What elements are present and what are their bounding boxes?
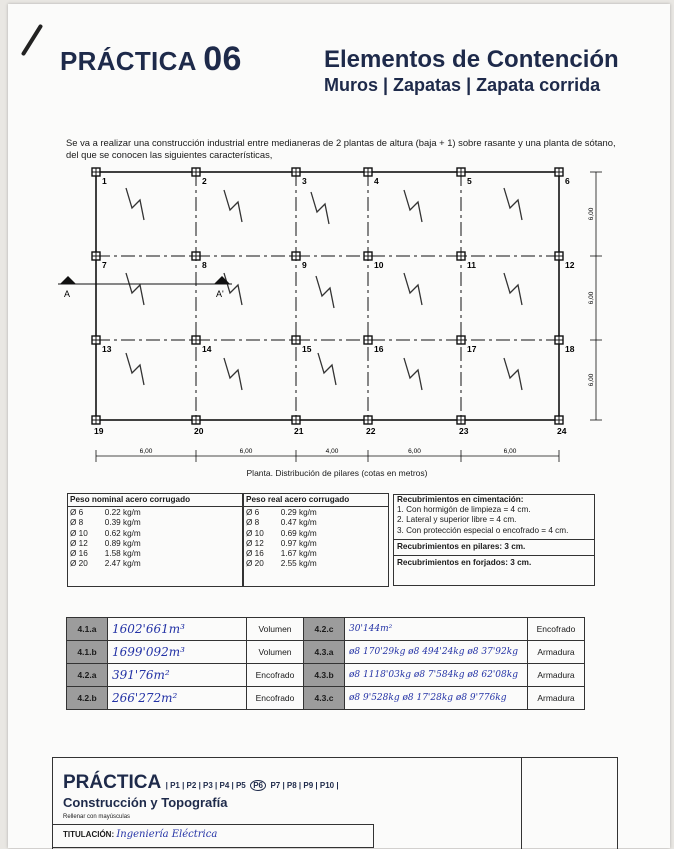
dimension-label: 6,00 bbox=[588, 207, 595, 221]
covering-item: 3. Con protección especial o encofrado = 4 cm. bbox=[397, 525, 569, 535]
pillar-label: 23 bbox=[459, 426, 469, 436]
dimension-label: 4,00 bbox=[325, 448, 339, 455]
pillar-label: 16 bbox=[374, 344, 384, 354]
slab-direction-mark bbox=[126, 353, 144, 385]
answer-value[interactable]: ø8 9'528kg ø8 17'28kg ø8 9'776kg bbox=[345, 687, 528, 710]
answer-value[interactable]: 266'272m² bbox=[108, 687, 247, 710]
weight: 0.29 kg/m bbox=[280, 508, 317, 518]
pillar-label: 21 bbox=[294, 426, 304, 436]
weight-row bbox=[70, 559, 144, 569]
answer-row bbox=[67, 687, 585, 710]
answer-code: 4.2.a bbox=[67, 664, 108, 687]
real-weight-table bbox=[243, 493, 389, 587]
pillar-label: 13 bbox=[102, 344, 112, 354]
pillar-label: 10 bbox=[374, 260, 384, 270]
course-name: Construcción y Topografía bbox=[63, 795, 228, 810]
footer-block bbox=[52, 757, 618, 849]
diameter: Ø 16 bbox=[246, 549, 264, 559]
pillar-label: 24 bbox=[557, 426, 567, 436]
dimension-label: 6,00 bbox=[139, 448, 153, 455]
section-label: A' bbox=[216, 289, 224, 299]
degree-field[interactable] bbox=[53, 824, 374, 848]
diameter: Ø 12 bbox=[70, 538, 88, 548]
coverings-box bbox=[393, 494, 595, 586]
diameter: Ø 16 bbox=[70, 549, 88, 559]
topic-subtitle: Muros | Zapatas | Zapata corrida bbox=[324, 75, 601, 95]
pillar-label: 4 bbox=[374, 176, 379, 186]
degree-value: Ingeniería Eléctrica bbox=[116, 829, 218, 840]
pillar-label: 3 bbox=[302, 176, 307, 186]
weight: 0.69 kg/m bbox=[280, 528, 317, 538]
slab-direction-mark bbox=[311, 192, 329, 224]
real-weight-title: Peso real acero corrugado bbox=[244, 494, 388, 507]
practice-number: 06 bbox=[203, 40, 242, 78]
section-arrow bbox=[214, 276, 230, 284]
answer-value[interactable]: 391'76m² bbox=[108, 664, 247, 687]
answer-code: 4.3.c bbox=[304, 687, 345, 710]
slab-direction-mark bbox=[224, 358, 242, 390]
pillar-label: 17 bbox=[467, 344, 477, 354]
covering-item: 2. Lateral y superior libre = 4 cm. bbox=[397, 515, 517, 525]
pillar-label: 20 bbox=[194, 426, 204, 436]
dimension-label: 6,00 bbox=[408, 448, 421, 455]
answers-table bbox=[66, 617, 585, 710]
nominal-weight-title: Peso nominal acero corrugado bbox=[68, 494, 242, 507]
dimension-label: 6,00 bbox=[588, 291, 595, 305]
weight: 0.22 kg/m bbox=[104, 508, 141, 518]
practice-list: P7 | P8 | P9 | P10 | bbox=[270, 781, 339, 790]
answer-row bbox=[67, 618, 585, 641]
pillar-label: 15 bbox=[302, 344, 312, 354]
foundation-covering-title: Recubrimientos en cimentación: bbox=[397, 495, 524, 504]
answer-unit: Encofrado bbox=[247, 664, 304, 687]
answer-unit: Armadura bbox=[528, 641, 585, 664]
fill-note: Rellenar con mayúsculas bbox=[63, 814, 131, 820]
weight-row bbox=[246, 539, 320, 549]
slab-direction-mark bbox=[504, 188, 522, 220]
diameter: Ø 20 bbox=[246, 559, 264, 569]
weight: 2.55 kg/m bbox=[280, 559, 317, 569]
diameter: Ø 6 bbox=[246, 508, 260, 518]
covering-item: 1. Con hormigón de limpieza = 4 cm. bbox=[397, 505, 531, 515]
slab-direction-mark bbox=[224, 273, 242, 305]
section-label: A bbox=[64, 289, 71, 299]
slab-direction-mark bbox=[318, 353, 336, 385]
answer-row bbox=[67, 641, 585, 664]
pillar-label: 6 bbox=[565, 176, 570, 186]
topic-title: Elementos de Contención bbox=[324, 46, 619, 73]
diameter: Ø 6 bbox=[70, 508, 84, 518]
answer-value[interactable]: ø8 1118'03kg ø8 7'584kg ø8 62'08kg bbox=[345, 664, 528, 687]
diameter: Ø 8 bbox=[246, 518, 260, 528]
pillar-label: 7 bbox=[102, 260, 107, 270]
pillar-label: 14 bbox=[202, 344, 212, 354]
answer-code: 4.3.a bbox=[304, 641, 345, 664]
slab-direction-mark bbox=[316, 276, 334, 308]
answer-value[interactable]: 1602'661m³ bbox=[108, 618, 247, 641]
pillar-label: 18 bbox=[565, 344, 575, 354]
weight-row bbox=[246, 549, 320, 559]
weight: 0.97 kg/m bbox=[280, 538, 317, 548]
pillar-plan-drawing bbox=[56, 164, 616, 469]
diameter: Ø 20 bbox=[70, 559, 88, 569]
slab-direction-mark bbox=[224, 190, 242, 222]
practice-word: PRÁCTICA bbox=[60, 46, 196, 76]
building-outline bbox=[96, 172, 559, 420]
answer-unit: Encofrado bbox=[528, 618, 585, 641]
plan-caption: Planta. Distribución de pilares (cotas en metros) bbox=[246, 468, 428, 478]
nominal-weight-table bbox=[67, 493, 243, 587]
slab-direction-mark bbox=[404, 358, 422, 390]
practice-list: | P1 | P2 | P3 | P4 | P5 bbox=[165, 781, 246, 790]
weight: 0.62 kg/m bbox=[104, 528, 141, 538]
weight-row bbox=[70, 529, 144, 539]
pillar-label: 22 bbox=[366, 426, 376, 436]
weight-row bbox=[70, 549, 144, 559]
answer-unit: Armadura bbox=[528, 687, 585, 710]
answer-code: 4.1.a bbox=[67, 618, 108, 641]
pillar-label: 19 bbox=[94, 426, 104, 436]
topic-title-block bbox=[324, 46, 619, 96]
answer-code: 4.2.b bbox=[67, 687, 108, 710]
slab-covering: Recubrimientos en forjados: 3 cm. bbox=[394, 555, 594, 568]
answer-unit: Armadura bbox=[528, 664, 585, 687]
diameter: Ø 10 bbox=[70, 528, 88, 538]
slab-direction-mark bbox=[126, 188, 144, 220]
diameter: Ø 8 bbox=[70, 518, 84, 528]
pillar-label: 12 bbox=[565, 260, 575, 270]
slab-direction-mark bbox=[126, 273, 144, 305]
answer-value[interactable]: 30'144m² bbox=[345, 618, 528, 641]
diameter: Ø 10 bbox=[246, 528, 264, 538]
selected-practice: P6 bbox=[250, 780, 266, 791]
weight: 0.89 kg/m bbox=[104, 538, 141, 548]
pillar-label: 9 bbox=[302, 260, 307, 270]
answer-value[interactable]: ø8 170'29kg ø8 494'24kg ø8 37'92kg bbox=[345, 641, 528, 664]
weight: 0.47 kg/m bbox=[280, 518, 317, 528]
pillar-covering: Recubrimientos en pilares: 3 cm. bbox=[394, 539, 594, 552]
pillar-label: 11 bbox=[467, 260, 476, 270]
pillar-label: 2 bbox=[202, 176, 207, 186]
slab-direction-mark bbox=[404, 273, 422, 305]
practice-title bbox=[60, 40, 242, 79]
pen-mark bbox=[21, 24, 43, 57]
dimension-label: 6,00 bbox=[239, 448, 253, 455]
pillar-label: 8 bbox=[202, 260, 207, 270]
dimension-label: 6,00 bbox=[503, 448, 517, 455]
answer-row bbox=[67, 664, 585, 687]
answer-unit: Volumen bbox=[247, 641, 304, 664]
slab-direction-mark bbox=[404, 190, 422, 222]
weight-row bbox=[246, 518, 320, 528]
weight: 2.47 kg/m bbox=[104, 559, 141, 569]
weight-row bbox=[70, 508, 144, 518]
answer-unit: Encofrado bbox=[247, 687, 304, 710]
answer-code: 4.3.b bbox=[304, 664, 345, 687]
slab-direction-mark bbox=[504, 273, 522, 305]
weight-row bbox=[70, 539, 144, 549]
pillar-label: 1 bbox=[102, 176, 107, 186]
answer-value[interactable]: 1699'092m³ bbox=[108, 641, 247, 664]
answer-code: 4.1.b bbox=[67, 641, 108, 664]
slab-direction-mark bbox=[504, 358, 522, 390]
weight-row bbox=[246, 529, 320, 539]
diameter: Ø 12 bbox=[246, 538, 264, 548]
intro-paragraph: Se va a realizar una construcción industrial entre medianeras de 2 plantas de altura (baja + 1) sobre rasante y una planta de sótano, del que se conocen las siguientes características, bbox=[66, 137, 616, 160]
answer-code: 4.2.c bbox=[304, 618, 345, 641]
dimension-label: 6,00 bbox=[588, 373, 595, 387]
section-arrow bbox=[60, 276, 76, 284]
footer-practice-word: PRÁCTICA bbox=[63, 772, 162, 793]
weight: 0.39 kg/m bbox=[104, 518, 141, 528]
weight-row bbox=[246, 559, 320, 569]
pillar-label: 5 bbox=[467, 176, 472, 186]
answer-unit: Volumen bbox=[247, 618, 304, 641]
footer-divider bbox=[521, 758, 522, 849]
degree-label: TITULACIÓN: bbox=[63, 830, 115, 839]
weight: 1.58 kg/m bbox=[104, 549, 141, 559]
weight-row bbox=[246, 508, 320, 518]
weight-row bbox=[70, 518, 144, 528]
weight: 1.67 kg/m bbox=[280, 549, 317, 559]
